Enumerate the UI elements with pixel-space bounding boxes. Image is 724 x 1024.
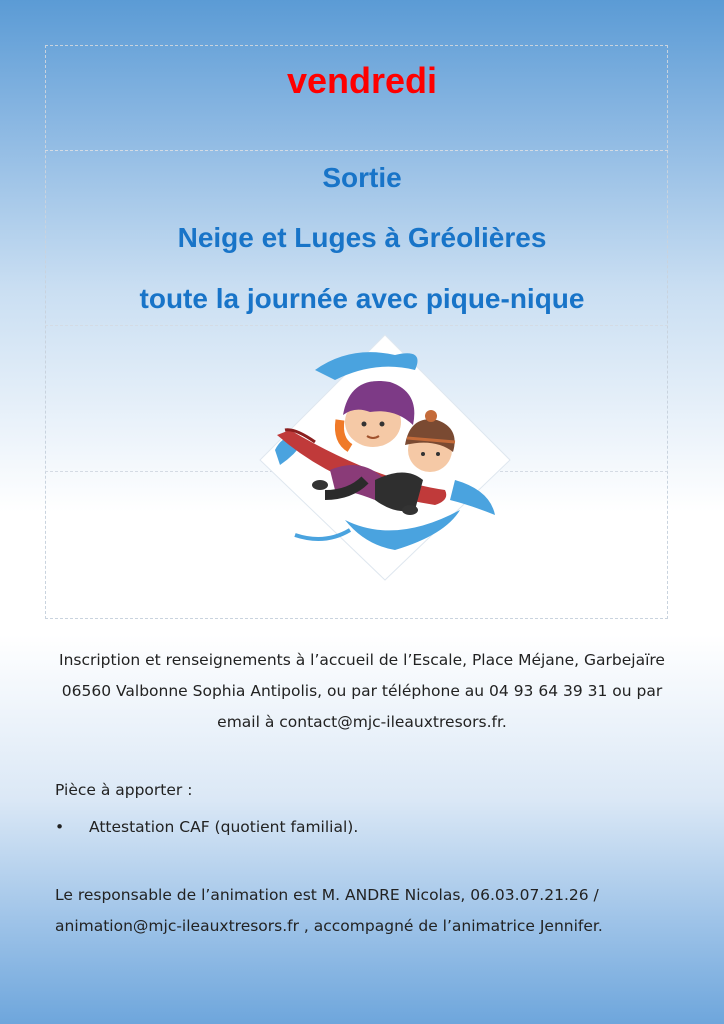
contact-info (55, 880, 695, 942)
event-title-line-1: Sortie (322, 162, 402, 193)
event-title-line-3: toute la journée avec pique-nique (139, 283, 585, 314)
divider (45, 150, 668, 151)
registration-line: 06560 Valbonne Sophia Antipolis, ou par téléphone au 04 93 64 39 31 ou par (61, 682, 663, 700)
registration-line: email à contact@mjc-ileauxtresors.fr. (217, 713, 507, 731)
registration-info (40, 645, 684, 738)
list-item (55, 812, 358, 843)
registration-line: Inscription et renseignements à l’accueil de l’Escale, Place Méjane, Garbejaïre (59, 651, 665, 669)
children-sledding-illustration (255, 330, 515, 585)
contact-line: animation@mjc-ileauxtresors.fr , accompagné de l’animatrice Jennifer. (55, 917, 603, 935)
contact-line: Le responsable de l’animation est M. ANDRE Nicolas, 06.03.07.21.26 / (55, 886, 599, 904)
documents-list (55, 812, 358, 843)
divider (45, 325, 668, 326)
document-item: Attestation CAF (quotient familial). (89, 818, 359, 836)
event-title-line-2: Neige et Luges à Gréolières (177, 222, 547, 253)
documents-label: Pièce à apporter : (55, 781, 193, 799)
bullet-icon: • (55, 818, 65, 836)
day-title: vendredi (286, 60, 438, 101)
